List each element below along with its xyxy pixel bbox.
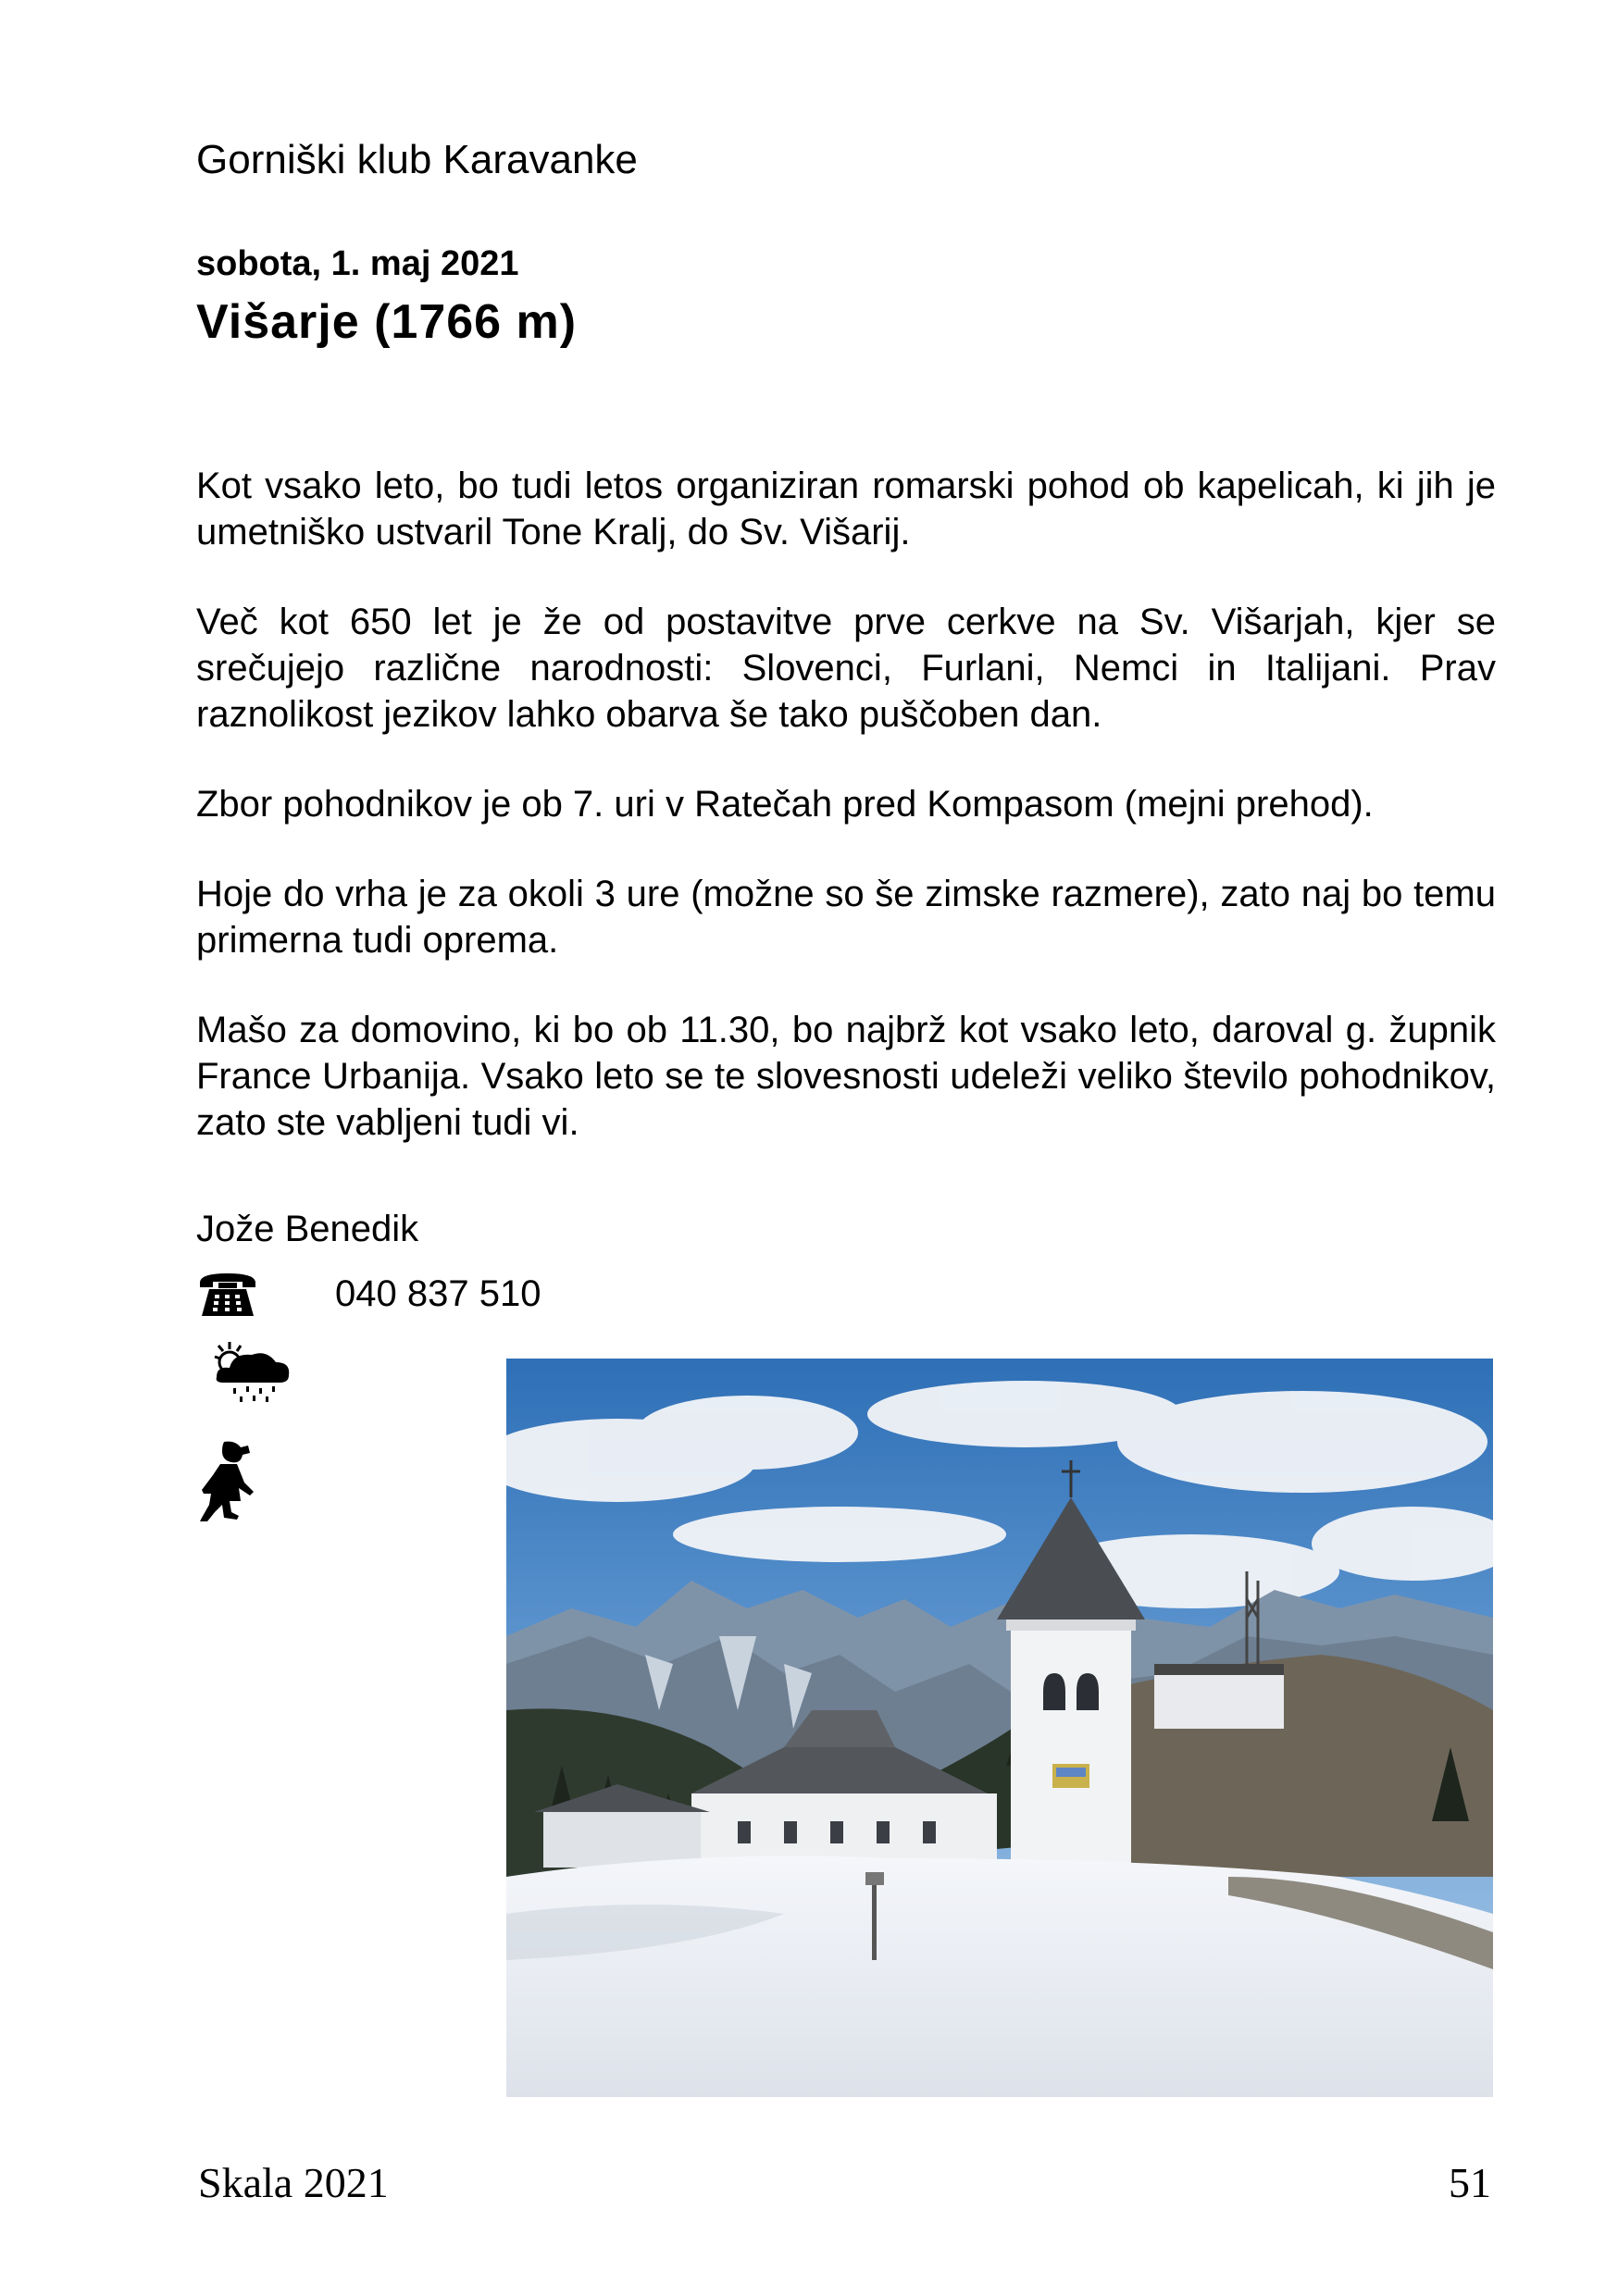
event-description [196, 463, 1496, 1189]
club-name: Gorniški klub Karavanke [196, 137, 638, 182]
event-date: sobota, 1. maj 2021 [196, 244, 519, 283]
paragraph: Hoje do vrha je za okoli 3 ure (možne so še zimske razmere), zato naj bo temu primerna tudi oprema. [196, 874, 1496, 961]
telephone-icon [196, 1270, 259, 1318]
phone-number: 040 837 510 [335, 1273, 541, 1314]
church-photo [506, 1359, 1493, 2097]
publication-name: Skala 2021 [198, 2159, 389, 2206]
page-number: 51 [1449, 2159, 1491, 2206]
paragraph: Več kot 650 let je že od postavitve prve cerkve na Sv. Višarjah, kjer se srečujejo različne narodnosti: Slovenci, Furlani, Nemci in Italijani. Prav raznolikost jezikov lahko obarva še tako puščoben dan. [196, 602, 1496, 735]
paragraph: Mašo za domovino, ki bo ob 11.30, bo najbrž kot vsako leto, daroval g. župnik France Urbanija. Vsako leto se te slovesnosti udeleži veliko število pohodnikov, zato ste vabljeni tudi vi. [196, 1010, 1496, 1143]
paragraph: Zbor pohodnikov je ob 7. uri v Ratečah pred Kompasom (mejni prehod). [196, 784, 1374, 825]
contact-name: Jože Benedik [196, 1209, 419, 1249]
event-title: Višarje (1766 m) [196, 295, 578, 349]
hiker-icon [196, 1440, 257, 1525]
sun-cloud-rain-icon [209, 1340, 292, 1403]
paragraph: Kot vsako leto, bo tudi letos organiziran romarski pohod ob kapelicah, ki jih je umetniško ustvaril Tone Kralj, do Sv. Višarij. [196, 465, 1496, 552]
